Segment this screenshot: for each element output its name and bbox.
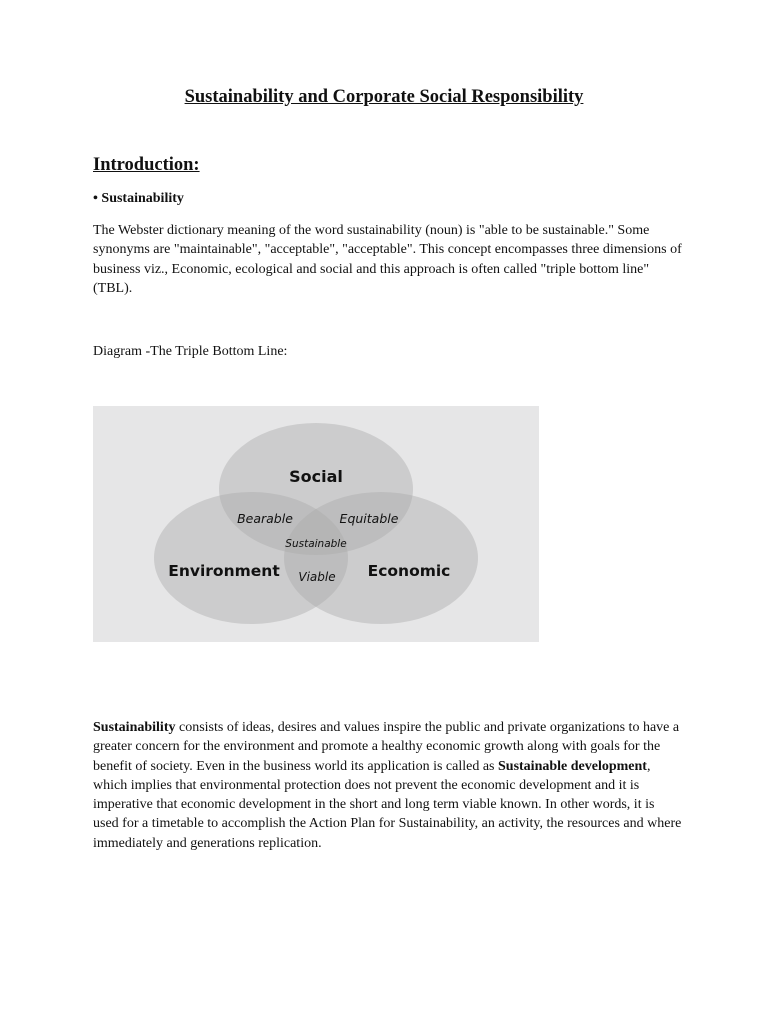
paragraph-sustainability-explained	[93, 718, 683, 853]
label-economic: Economic	[367, 562, 451, 580]
paragraph-definition: The Webster dictionary meaning of the word sustainability (noun) is "able to be sustainable." Some synonyms are "maintainable", "acceptable", "acceptable". This concept encompasses three dimensions of business viz., Economic, ecological and social and this approach is often called "triple bottom line" (TBL).	[93, 223, 682, 296]
label-viable: Viable	[298, 570, 336, 584]
bold-term-sustainable-development: Sustainable development	[498, 758, 647, 774]
introduction-heading: Introduction:	[93, 155, 200, 175]
bullet-item-sustainability	[93, 191, 184, 207]
document-title: Sustainability and Corporate Social Responsibility	[184, 87, 584, 107]
paragraph2-text-a: consists of ideas, desires and values inspire the public and private organizations to have a greater concern for the environment and promote a healthy economic growth along with goals for the benefit of society. Even in the business world its application is called as	[93, 720, 680, 774]
bullet-marker: •	[93, 191, 98, 206]
label-sustainable: Sustainable	[285, 538, 347, 550]
label-social: Social	[289, 467, 343, 486]
diagram-caption: Diagram -The Triple Bottom Line:	[93, 344, 288, 359]
label-bearable: Bearable	[237, 511, 293, 526]
label-equitable: Equitable	[339, 511, 399, 526]
venn-diagram	[93, 406, 539, 642]
label-environment: Environment	[168, 562, 280, 580]
bullet-label: Sustainability	[101, 191, 184, 206]
triple-bottom-line-diagram	[93, 406, 539, 642]
paragraph2-text-b: , which implies that environmental protection does not prevent the economic development and it is imperative that economic development in the short and long term viable known. In other words, it is used for a timetable to accomplish the Action Plan for Sustainability, an activity, the resources and where immediately and generations replication.	[93, 758, 682, 851]
bold-term-sustainability: Sustainability	[93, 720, 176, 735]
